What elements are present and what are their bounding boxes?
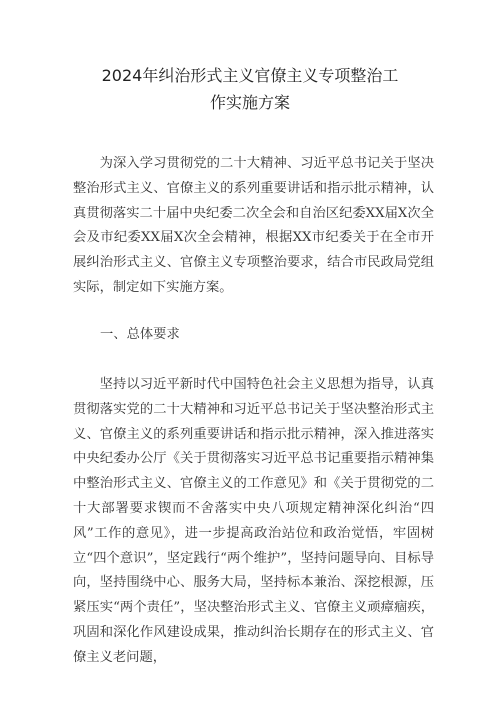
title-line-2: 作实施方案 bbox=[209, 93, 290, 112]
document-title bbox=[60, 62, 440, 116]
section-heading-general-requirements: 一、总体要求 bbox=[100, 327, 180, 342]
title-line-1: 2024年纠治形式主义官僚主义专项整治工 bbox=[101, 66, 399, 85]
general-requirements-paragraph: 坚持以习近平新时代中国特色社会主义思想为指导，认真贯彻落实党的二十大精神和习近平总书记关于坚决整治形式主义、官僚主义的系列重要讲话和指示批示精神，深入推进落实中央纪委办公厅《关于贯彻落实习近平总书记重要指示精神集中整治形式主义、官僚主义的工作意见》和《关于贯彻党的二十大部署要求锲而不舍落实中央八项规定精神深化纠治“四风”工作的意见》，进一步提高政治站位和政治觉悟，牢固树立“四个意识”，坚定践行“两个维护”，坚持问题导向、目标导向，坚持围绕中心、服务大局，坚持标本兼治、深挖根源，压紧压实“两个责任”，坚决整治形式主义、官僚主义顽瘴痼疾，巩固和深化作风建设成果，推动纠治长期存在的形式主义、官僚主义老问题， bbox=[73, 377, 434, 665]
intro-paragraph: 为深入学习贯彻党的二十大精神、习近平总书记关于坚决整治形式主义、官僚主义的系列重要讲话和指示批示精神，认真贯彻落实二十届中央纪委二次全会和自治区纪委XX届X次全会及市纪委XX届X次全会精神，根据XX市纪委关于在全市开展纠治形式主义、官僚主义专项整治要求，结合市民政局党组实际，制定如下实施方案。 bbox=[73, 156, 434, 295]
